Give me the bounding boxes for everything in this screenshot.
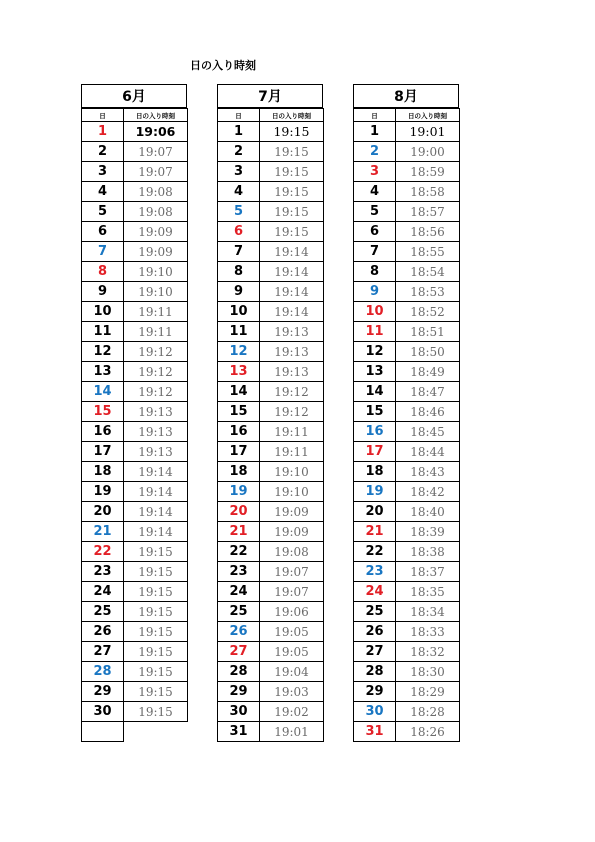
table-row (82, 562, 188, 582)
table-row (218, 222, 324, 242)
day-cell: 9 (82, 282, 124, 302)
table-row (82, 182, 188, 202)
table-row (218, 522, 324, 542)
day-cell: 26 (82, 622, 124, 642)
day-cell: 4 (82, 182, 124, 202)
day-cell: 13 (354, 362, 396, 382)
table-row (354, 522, 460, 542)
time-cell: 18:42 (396, 482, 460, 502)
day-cell: 27 (218, 642, 260, 662)
time-cell: 19:08 (124, 182, 188, 202)
time-cell: 18:46 (396, 402, 460, 422)
day-cell: 20 (82, 502, 124, 522)
month-header: 8月 (353, 84, 459, 108)
day-cell: 3 (218, 162, 260, 182)
table-row (82, 242, 188, 262)
sunset-table (217, 108, 324, 742)
time-cell: 19:11 (260, 442, 324, 462)
time-cell: 18:58 (396, 182, 460, 202)
time-cell: 19:13 (124, 402, 188, 422)
time-cell: 18:50 (396, 342, 460, 362)
day-cell: 16 (218, 422, 260, 442)
table-row (354, 422, 460, 442)
day-cell: 19 (354, 482, 396, 502)
table-row (218, 582, 324, 602)
time-cell: 19:15 (124, 602, 188, 622)
table-row (82, 362, 188, 382)
day-cell: 8 (218, 262, 260, 282)
table-row (354, 562, 460, 582)
table-row (82, 522, 188, 542)
table-row (218, 562, 324, 582)
day-cell: 21 (82, 522, 124, 542)
table-row (354, 662, 460, 682)
day-cell: 27 (354, 642, 396, 662)
day-cell: 3 (354, 162, 396, 182)
day-cell: 25 (82, 602, 124, 622)
table-row (82, 322, 188, 342)
month-table-june (81, 84, 187, 742)
time-cell: 19:15 (124, 662, 188, 682)
time-cell: 19:12 (260, 402, 324, 422)
time-cell: 19:05 (260, 642, 324, 662)
day-cell: 11 (218, 322, 260, 342)
day-cell: 10 (354, 302, 396, 322)
day-cell: 5 (82, 202, 124, 222)
table-row (82, 702, 188, 722)
table-row (82, 202, 188, 222)
day-cell: 24 (218, 582, 260, 602)
table-row (354, 702, 460, 722)
day-cell: 20 (218, 502, 260, 522)
table-row (218, 382, 324, 402)
table-row (354, 602, 460, 622)
table-row (82, 502, 188, 522)
table-row (218, 602, 324, 622)
table-row (218, 422, 324, 442)
time-cell: 18:54 (396, 262, 460, 282)
time-cell: 19:15 (260, 162, 324, 182)
table-row (354, 582, 460, 602)
day-column-header: 日 (354, 109, 396, 122)
table-row (354, 322, 460, 342)
table-row (218, 702, 324, 722)
table-row (82, 122, 188, 142)
day-cell: 26 (354, 622, 396, 642)
table-row (354, 402, 460, 422)
time-cell: 19:00 (396, 142, 460, 162)
day-cell: 23 (82, 562, 124, 582)
month-header: 6月 (81, 84, 187, 108)
time-cell: 19:08 (124, 202, 188, 222)
time-cell: 19:10 (260, 462, 324, 482)
time-cell: 19:12 (124, 362, 188, 382)
table-row (82, 482, 188, 502)
time-cell: 19:15 (124, 562, 188, 582)
day-cell: 25 (218, 602, 260, 622)
table-row (218, 502, 324, 522)
table-row (82, 262, 188, 282)
day-cell: 10 (218, 302, 260, 322)
table-row (354, 302, 460, 322)
table-row (218, 442, 324, 462)
table-row (218, 262, 324, 282)
day-cell: 4 (218, 182, 260, 202)
time-cell: 19:14 (124, 502, 188, 522)
day-cell: 9 (218, 282, 260, 302)
table-row (82, 442, 188, 462)
day-cell: 7 (354, 242, 396, 262)
day-cell: 29 (82, 682, 124, 702)
table-row (218, 322, 324, 342)
time-cell: 18:30 (396, 662, 460, 682)
day-cell: 28 (82, 662, 124, 682)
table-row (354, 462, 460, 482)
time-cell: 19:07 (260, 562, 324, 582)
table-row (354, 542, 460, 562)
time-cell: 18:34 (396, 602, 460, 622)
day-cell: 18 (82, 462, 124, 482)
day-cell: 14 (354, 382, 396, 402)
table-row (82, 382, 188, 402)
time-cell: 18:53 (396, 282, 460, 302)
time-cell: 19:07 (124, 142, 188, 162)
time-cell: 19:11 (124, 322, 188, 342)
table-row (354, 242, 460, 262)
time-cell: 19:07 (124, 162, 188, 182)
day-cell: 22 (218, 542, 260, 562)
time-cell: 18:38 (396, 542, 460, 562)
day-cell: 12 (354, 342, 396, 362)
day-cell: 15 (82, 402, 124, 422)
time-cell: 18:56 (396, 222, 460, 242)
blank-row (82, 722, 188, 742)
time-cell: 18:33 (396, 622, 460, 642)
table-row (218, 362, 324, 382)
table-row (354, 442, 460, 462)
time-cell: 19:06 (124, 122, 188, 142)
table-row (218, 642, 324, 662)
time-cell: 19:15 (124, 642, 188, 662)
time-cell: 19:15 (260, 122, 324, 142)
day-cell: 2 (218, 142, 260, 162)
day-cell: 27 (82, 642, 124, 662)
time-cell: 19:15 (260, 142, 324, 162)
day-cell: 17 (218, 442, 260, 462)
day-cell: 4 (354, 182, 396, 202)
day-cell: 17 (354, 442, 396, 462)
day-cell: 23 (354, 562, 396, 582)
table-row (82, 222, 188, 242)
day-cell: 22 (354, 542, 396, 562)
time-cell: 19:13 (260, 322, 324, 342)
table-row (82, 342, 188, 362)
table-row (218, 122, 324, 142)
table-row (82, 142, 188, 162)
table-row (354, 502, 460, 522)
time-cell: 19:09 (260, 502, 324, 522)
day-cell: 20 (354, 502, 396, 522)
time-cell: 19:11 (124, 302, 188, 322)
table-row (354, 182, 460, 202)
table-row (354, 262, 460, 282)
time-cell: 18:57 (396, 202, 460, 222)
time-column-header: 日の入り時刻 (260, 109, 324, 122)
time-cell: 19:14 (260, 242, 324, 262)
day-cell: 11 (82, 322, 124, 342)
table-row (218, 302, 324, 322)
day-cell: 19 (82, 482, 124, 502)
day-cell: 19 (218, 482, 260, 502)
table-row (82, 642, 188, 662)
time-cell: 19:04 (260, 662, 324, 682)
time-cell: 19:14 (124, 482, 188, 502)
table-row (354, 202, 460, 222)
table-row (82, 162, 188, 182)
table-row (354, 482, 460, 502)
page-title: 日の入り時刻 (190, 59, 256, 72)
table-row (218, 342, 324, 362)
table-row (218, 242, 324, 262)
table-row (82, 662, 188, 682)
time-cell: 19:07 (260, 582, 324, 602)
table-row (218, 142, 324, 162)
time-cell: 19:14 (260, 262, 324, 282)
day-cell: 5 (218, 202, 260, 222)
day-cell: 30 (354, 702, 396, 722)
time-cell: 18:44 (396, 442, 460, 462)
day-cell: 18 (218, 462, 260, 482)
day-cell: 16 (82, 422, 124, 442)
time-cell: 19:14 (124, 522, 188, 542)
time-cell: 18:43 (396, 462, 460, 482)
table-row (218, 402, 324, 422)
day-cell: 17 (82, 442, 124, 462)
month-table-august (353, 84, 459, 742)
time-cell: 19:15 (260, 202, 324, 222)
day-cell: 24 (354, 582, 396, 602)
time-cell: 19:13 (124, 422, 188, 442)
time-cell: 18:32 (396, 642, 460, 662)
table-row (82, 462, 188, 482)
time-cell: 19:14 (260, 282, 324, 302)
day-cell: 11 (354, 322, 396, 342)
time-cell: 19:02 (260, 702, 324, 722)
table-row (218, 482, 324, 502)
table-row (218, 542, 324, 562)
time-cell: 18:55 (396, 242, 460, 262)
day-cell: 1 (354, 122, 396, 142)
day-cell: 3 (82, 162, 124, 182)
day-cell: 7 (82, 242, 124, 262)
table-row (82, 402, 188, 422)
day-cell: 15 (354, 402, 396, 422)
time-cell: 19:06 (260, 602, 324, 622)
day-cell: 13 (218, 362, 260, 382)
table-row (218, 722, 324, 742)
day-cell: 2 (82, 142, 124, 162)
table-row (354, 122, 460, 142)
time-cell: 19:14 (124, 462, 188, 482)
day-cell: 9 (354, 282, 396, 302)
blank-cell (82, 722, 124, 742)
table-row (82, 282, 188, 302)
time-cell: 19:15 (124, 582, 188, 602)
day-cell: 8 (354, 262, 396, 282)
table-row (218, 622, 324, 642)
table-row (354, 682, 460, 702)
time-column-header: 日の入り時刻 (124, 109, 188, 122)
day-cell: 26 (218, 622, 260, 642)
day-column-header: 日 (218, 109, 260, 122)
day-cell: 12 (218, 342, 260, 362)
day-cell: 1 (218, 122, 260, 142)
table-row (82, 602, 188, 622)
table-row (218, 162, 324, 182)
day-cell: 12 (82, 342, 124, 362)
time-cell: 19:09 (124, 242, 188, 262)
time-cell: 18:37 (396, 562, 460, 582)
day-cell: 29 (218, 682, 260, 702)
time-cell: 18:47 (396, 382, 460, 402)
day-cell: 10 (82, 302, 124, 322)
day-column-header: 日 (82, 109, 124, 122)
day-cell: 21 (354, 522, 396, 542)
day-cell: 28 (354, 662, 396, 682)
day-cell: 13 (82, 362, 124, 382)
day-cell: 14 (82, 382, 124, 402)
time-cell: 19:10 (260, 482, 324, 502)
day-cell: 23 (218, 562, 260, 582)
time-cell: 19:13 (260, 362, 324, 382)
time-cell: 19:15 (124, 542, 188, 562)
time-cell: 18:59 (396, 162, 460, 182)
table-row (354, 342, 460, 362)
day-cell: 2 (354, 142, 396, 162)
day-cell: 6 (354, 222, 396, 242)
month-header: 7月 (217, 84, 323, 108)
time-cell: 19:08 (260, 542, 324, 562)
table-row (82, 302, 188, 322)
time-cell: 18:39 (396, 522, 460, 542)
empty-cell (124, 722, 188, 742)
sunset-table (353, 108, 460, 742)
table-row (82, 582, 188, 602)
day-cell: 7 (218, 242, 260, 262)
table-row (218, 662, 324, 682)
time-cell: 19:01 (260, 722, 324, 742)
table-row (218, 282, 324, 302)
day-cell: 5 (354, 202, 396, 222)
table-row (82, 622, 188, 642)
time-cell: 19:05 (260, 622, 324, 642)
time-cell: 19:01 (396, 122, 460, 142)
table-row (354, 642, 460, 662)
time-cell: 19:03 (260, 682, 324, 702)
time-cell: 19:13 (124, 442, 188, 462)
day-cell: 21 (218, 522, 260, 542)
table-row (354, 282, 460, 302)
day-cell: 8 (82, 262, 124, 282)
time-cell: 19:15 (124, 622, 188, 642)
time-cell: 18:51 (396, 322, 460, 342)
time-cell: 19:09 (260, 522, 324, 542)
day-cell: 18 (354, 462, 396, 482)
table-row (218, 462, 324, 482)
time-cell: 18:28 (396, 702, 460, 722)
time-cell: 18:26 (396, 722, 460, 742)
day-cell: 14 (218, 382, 260, 402)
day-cell: 30 (218, 702, 260, 722)
table-row (354, 722, 460, 742)
time-cell: 19:09 (124, 222, 188, 242)
time-cell: 19:10 (124, 282, 188, 302)
table-row (218, 202, 324, 222)
time-cell: 18:52 (396, 302, 460, 322)
day-cell: 22 (82, 542, 124, 562)
table-row (82, 682, 188, 702)
day-cell: 16 (354, 422, 396, 442)
time-cell: 19:14 (260, 302, 324, 322)
table-row (354, 382, 460, 402)
time-cell: 19:15 (124, 702, 188, 722)
month-table-july (217, 84, 323, 742)
day-cell: 28 (218, 662, 260, 682)
table-row (354, 222, 460, 242)
time-cell: 19:11 (260, 422, 324, 442)
table-row (218, 682, 324, 702)
table-row (354, 142, 460, 162)
day-cell: 30 (82, 702, 124, 722)
day-cell: 29 (354, 682, 396, 702)
time-cell: 19:13 (260, 342, 324, 362)
time-cell: 18:35 (396, 582, 460, 602)
table-row (354, 362, 460, 382)
table-row (218, 182, 324, 202)
sunset-table (81, 108, 188, 742)
time-column-header: 日の入り時刻 (396, 109, 460, 122)
table-row (82, 422, 188, 442)
time-cell: 19:15 (124, 682, 188, 702)
time-cell: 19:12 (260, 382, 324, 402)
day-cell: 6 (82, 222, 124, 242)
day-cell: 25 (354, 602, 396, 622)
table-row (354, 622, 460, 642)
time-cell: 19:15 (260, 182, 324, 202)
table-row (354, 162, 460, 182)
day-cell: 15 (218, 402, 260, 422)
day-cell: 6 (218, 222, 260, 242)
time-cell: 18:45 (396, 422, 460, 442)
day-cell: 31 (354, 722, 396, 742)
time-cell: 19:12 (124, 382, 188, 402)
day-cell: 1 (82, 122, 124, 142)
time-cell: 19:10 (124, 262, 188, 282)
day-cell: 24 (82, 582, 124, 602)
time-cell: 18:40 (396, 502, 460, 522)
time-cell: 19:12 (124, 342, 188, 362)
time-cell: 18:49 (396, 362, 460, 382)
day-cell: 31 (218, 722, 260, 742)
table-row (82, 542, 188, 562)
time-cell: 18:29 (396, 682, 460, 702)
time-cell: 19:15 (260, 222, 324, 242)
